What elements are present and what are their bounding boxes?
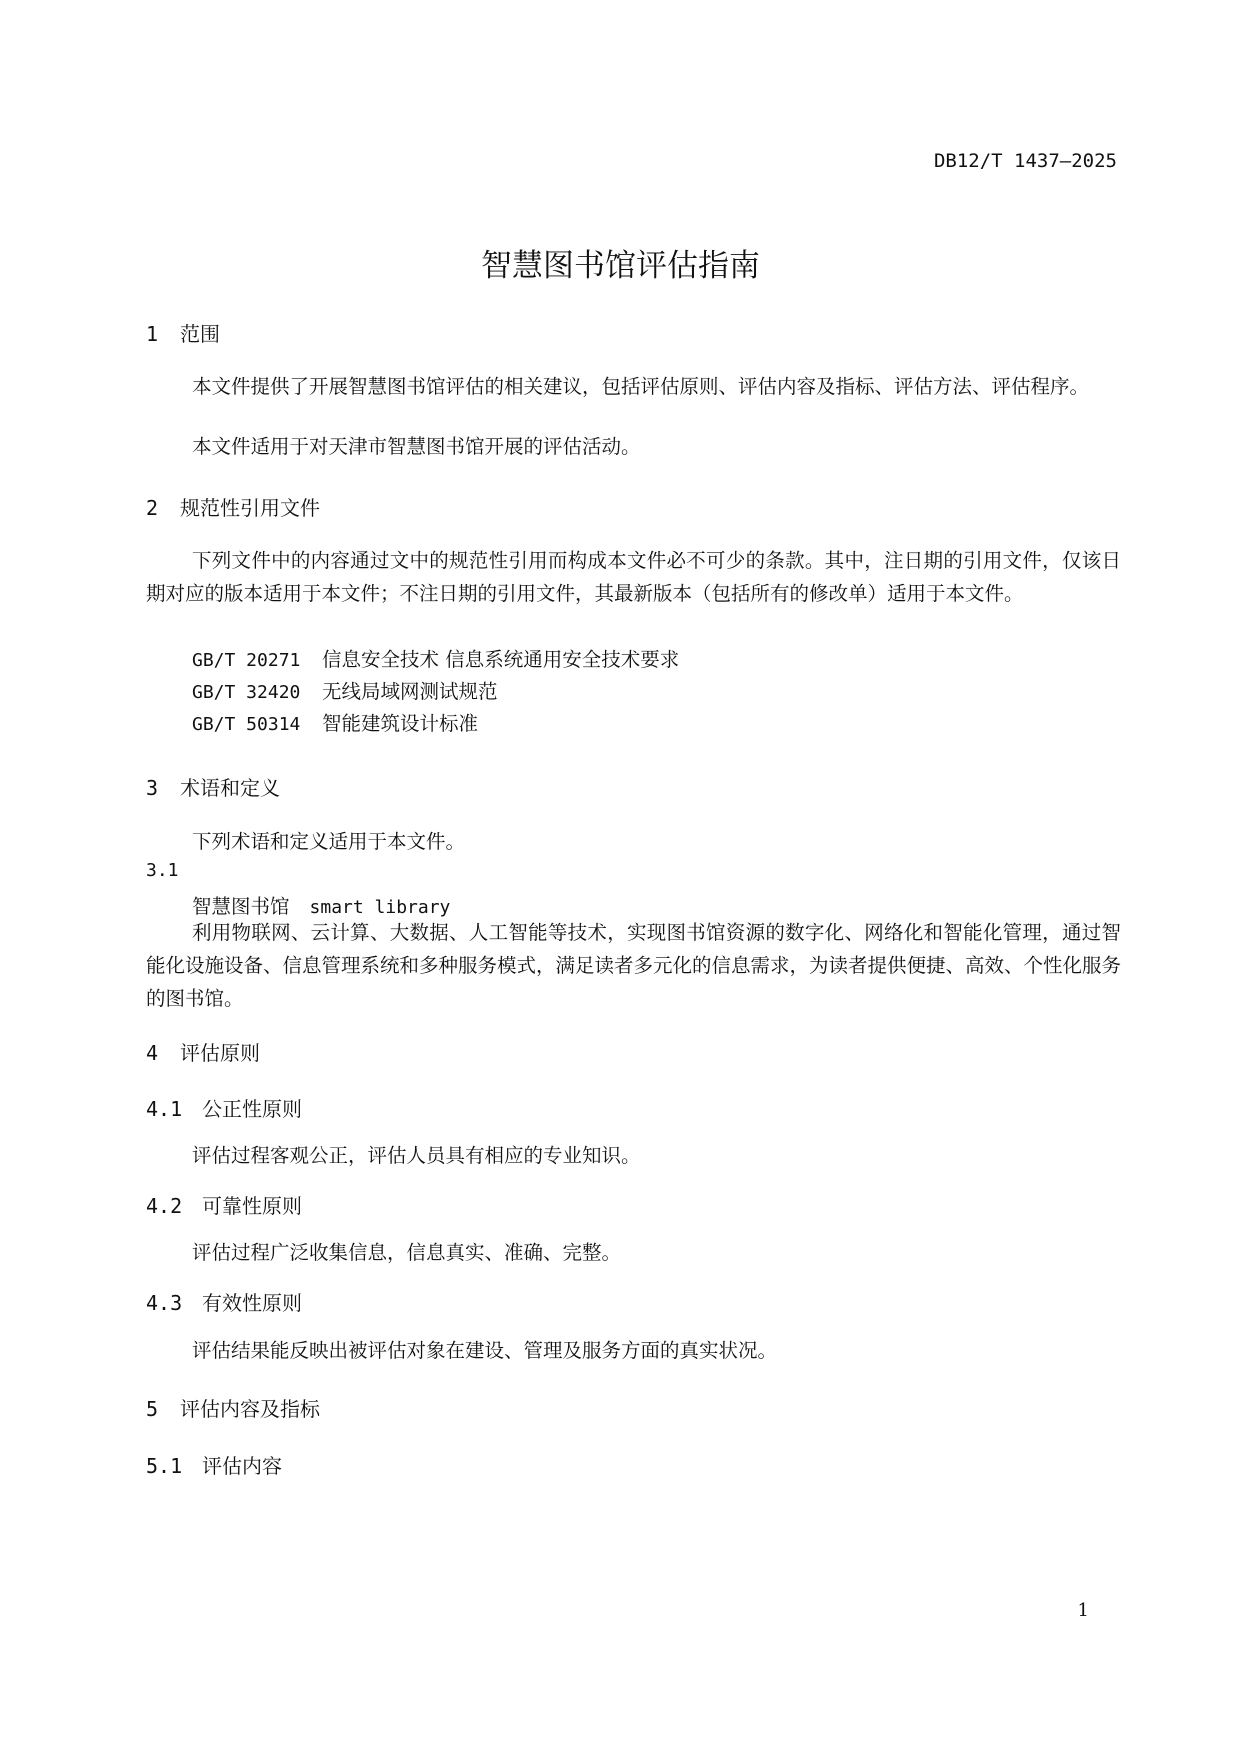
page-number: 1	[1077, 1600, 1089, 1621]
subsection-title: 公正性原则	[202, 1097, 302, 1121]
section-3-heading	[146, 772, 280, 801]
section-5-heading	[146, 1393, 320, 1422]
reference-item	[192, 676, 498, 704]
subsection-title: 可靠性原则	[202, 1194, 302, 1218]
subsection-title: 有效性原则	[202, 1291, 302, 1315]
subsection-number: 4.2	[146, 1194, 183, 1218]
section-number: 2	[146, 496, 159, 520]
paragraph: 评估过程客观公正，评估人员具有相应的专业知识。	[192, 1144, 641, 1167]
term-entry	[192, 891, 450, 919]
subsection-number: 5.1	[146, 1454, 183, 1478]
reference-item	[192, 708, 478, 736]
section-1-heading	[146, 318, 220, 347]
term-definition: 利用物联网、云计算、大数据、人工智能等技术，实现图书馆资源的数字化、网络化和智能化管理，通过智能化设施设备、信息管理系统和多种服务模式，满足读者多元化的信息需求，为读者提供便捷、高效、个性化服务的图书馆。	[146, 921, 1122, 1010]
paragraph: 评估过程广泛收集信息，信息真实、准确、完整。	[192, 1241, 622, 1264]
reference-title: 信息安全技术 信息系统通用安全技术要求	[322, 648, 680, 671]
section-title: 术语和定义	[180, 776, 280, 800]
standard-number: DB12/T 1437—2025	[933, 150, 1117, 172]
paragraph: 评估结果能反映出被评估对象在建设、管理及服务方面的真实状况。	[192, 1339, 778, 1362]
subsection-4-2-heading	[146, 1190, 302, 1219]
reference-code: GB/T 32420	[192, 682, 301, 703]
paragraph: 下列文件中的内容通过文中的规范性引用而构成本文件必不可少的条款。其中，注日期的引用文件，仅该日期对应的版本适用于本文件；不注日期的引用文件，其最新版本（包括所有的修改单）适用于本文件。	[146, 549, 1121, 605]
section-4-heading	[146, 1037, 260, 1066]
subsection-5-1-heading	[146, 1450, 282, 1479]
section-2-heading	[146, 492, 320, 521]
section-title: 评估内容及指标	[180, 1397, 320, 1421]
section-title: 评估原则	[180, 1041, 260, 1065]
reference-code: GB/T 50314	[192, 714, 301, 735]
section-title: 范围	[180, 322, 220, 346]
section-number: 3	[146, 776, 159, 800]
term-english: smart library	[309, 897, 451, 918]
paragraph: 下列术语和定义适用于本文件。	[192, 830, 466, 853]
section-number: 5	[146, 1397, 159, 1421]
clause-number: 3.1	[146, 860, 179, 881]
section-number: 4	[146, 1041, 159, 1065]
page-title: 智慧图书馆评估指南	[481, 248, 760, 284]
section-number: 1	[146, 322, 159, 346]
subsection-4-3-heading	[146, 1287, 302, 1316]
reference-item	[192, 644, 679, 672]
reference-title: 无线局域网测试规范	[322, 680, 498, 703]
paragraph: 本文件提供了开展智慧图书馆评估的相关建议，包括评估原则、评估内容及指标、评估方法、评估程序。	[192, 375, 1090, 398]
reference-code: GB/T 20271	[192, 650, 301, 671]
paragraph: 本文件适用于对天津市智慧图书馆开展的评估活动。	[192, 435, 641, 458]
reference-title: 智能建筑设计标准	[322, 712, 479, 735]
subsection-title: 评估内容	[202, 1454, 282, 1478]
section-title: 规范性引用文件	[180, 496, 320, 520]
subsection-number: 4.1	[146, 1097, 183, 1121]
subsection-4-1-heading	[146, 1093, 302, 1122]
subsection-number: 4.3	[146, 1291, 183, 1315]
term-chinese: 智慧图书馆	[192, 895, 290, 918]
